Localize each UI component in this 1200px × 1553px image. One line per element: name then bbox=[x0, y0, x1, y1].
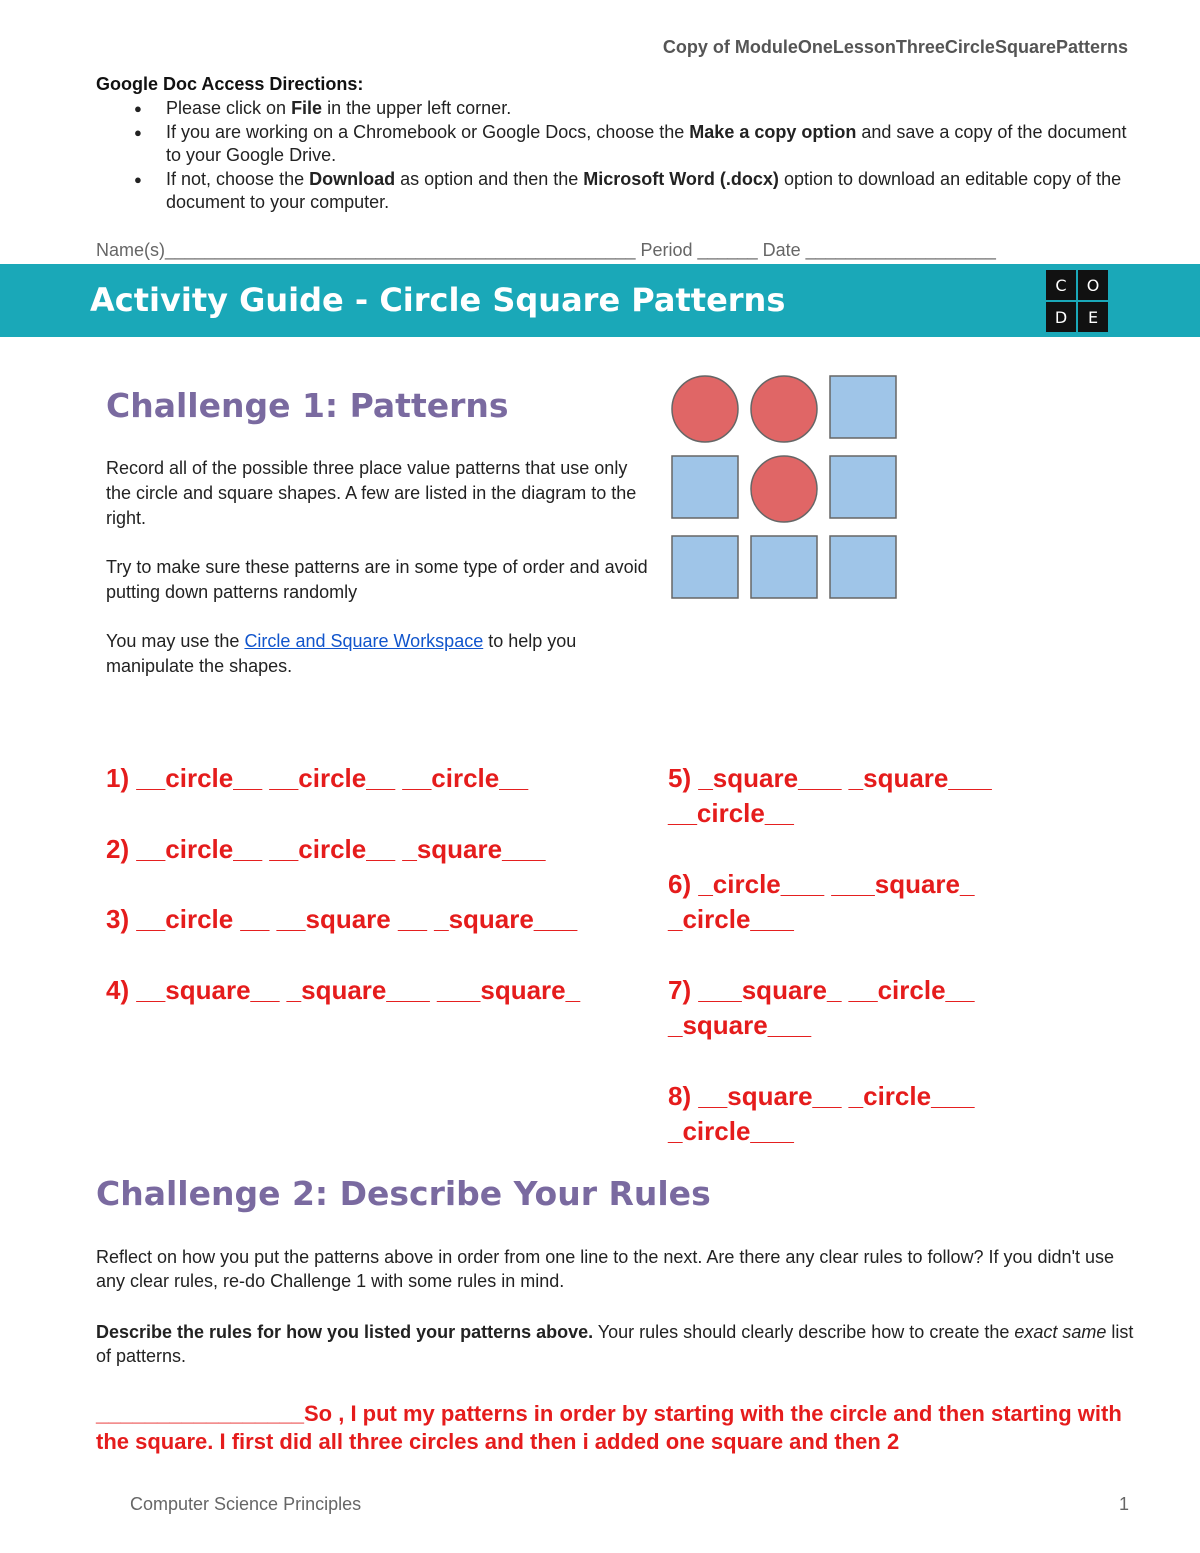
text-run: If you are working on a Chromebook or Google Docs, choose the bbox=[166, 121, 690, 142]
pattern-answer-6: 6) _circle___ ___square_ _circle___ bbox=[668, 869, 975, 934]
pattern-answer-8: 8) __square__ _circle___ _circle___ bbox=[668, 1081, 975, 1146]
text-run: You may use the bbox=[106, 631, 245, 651]
pattern-answer-5: 5) _square___ _square___ __circle__ bbox=[668, 763, 992, 828]
text-run-bold: File bbox=[291, 98, 323, 118]
text-run-bold: Make a copy option bbox=[689, 121, 857, 142]
text-run-bold: Download bbox=[309, 168, 396, 189]
text-run: in the upper left corner. bbox=[322, 98, 512, 118]
text-run: list of patterns. bbox=[96, 1322, 1134, 1366]
logo-letter: O bbox=[1078, 270, 1108, 300]
banner-title: Activity Guide - Circle Square Patterns bbox=[90, 281, 786, 319]
challenge-1-instructions bbox=[106, 456, 651, 703]
access-direction-item bbox=[96, 168, 1136, 215]
text-run-bold: Describe the rules for how you listed your patterns above. bbox=[96, 1322, 594, 1342]
code-org-logo bbox=[1046, 270, 1108, 332]
rules-answer: _________________So , I put my patterns in order by starting with the circle and then starting with the square. I first did all three circles and then i added one square and then 2 bbox=[96, 1401, 1122, 1454]
activity-guide-banner bbox=[0, 264, 1200, 337]
text-run: as option and then the bbox=[395, 168, 584, 189]
text-run: Please click on bbox=[166, 98, 292, 118]
access-directions-list bbox=[96, 97, 1136, 215]
circle-square-diagram bbox=[670, 372, 904, 600]
text-run: option to download an editable copy of the document to your computer. bbox=[166, 168, 1122, 212]
access-direction-item bbox=[96, 97, 1136, 121]
square-shape bbox=[830, 376, 896, 438]
text-run-italic: exact same bbox=[1014, 1322, 1107, 1342]
text-run: Your rules should clearly describe how to create the bbox=[593, 1322, 1015, 1342]
workspace-link[interactable]: Circle and Square Workspace bbox=[244, 631, 484, 651]
challenge-2-paragraph: Reflect on how you put the patterns above in order from one line to the next. Are there any clear rules to follow? If you didn't use any clear rules, re-do Challenge 1 with some rules in mind. bbox=[96, 1247, 1115, 1291]
pattern-answer-7: 7) ___square_ __circle__ _square___ bbox=[668, 975, 975, 1040]
text-run: and save a copy of the document to your Google Drive. bbox=[166, 121, 1127, 165]
logo-letter: D bbox=[1046, 302, 1076, 332]
pattern-answer-2: 2) __circle__ __circle__ _square___ bbox=[106, 834, 546, 864]
challenge-2-instructions bbox=[96, 1320, 1136, 1368]
challenge-2-heading: Challenge 2: Describe Your Rules bbox=[96, 1174, 711, 1213]
access-direction-item bbox=[96, 121, 1136, 168]
square-shape bbox=[672, 536, 738, 598]
square-shape bbox=[830, 456, 896, 518]
pattern-answer-3: 3) __circle __ __square __ _square___ bbox=[106, 904, 578, 934]
square-shape bbox=[672, 456, 738, 518]
challenge-1-paragraph: Record all of the possible three place value patterns that use only the circle and square shapes. A few are listed in the diagram to the right. bbox=[106, 458, 637, 528]
challenge-1-paragraph: Try to make sure these patterns are in some type of order and avoid putting down patterns randomly bbox=[106, 557, 648, 602]
footer-page-number: 1 bbox=[1119, 1494, 1130, 1514]
text-run: If not, choose the bbox=[166, 168, 310, 189]
pattern-answer-4: 4) __square__ _square___ ___square_ bbox=[106, 975, 581, 1005]
pattern-answer-1: 1) __circle__ __circle__ __circle__ bbox=[106, 763, 529, 793]
footer-course-name: Computer Science Principles bbox=[130, 1494, 362, 1514]
circle-shape bbox=[751, 376, 817, 442]
challenge-1-paragraph bbox=[106, 629, 651, 679]
access-directions-heading: Google Doc Access Directions: bbox=[96, 74, 364, 94]
logo-letter: E bbox=[1078, 302, 1108, 332]
challenge-1-heading: Challenge 1: Patterns bbox=[106, 386, 509, 425]
document-title: Copy of ModuleOneLessonThreeCircleSquarePatterns bbox=[662, 37, 1128, 57]
circle-shape bbox=[751, 456, 817, 522]
name-period-date-line: Name(s)_______________________________________________ Period ______ Date ___________________ bbox=[96, 240, 996, 260]
square-shape bbox=[751, 536, 817, 598]
text-run: to help you manipulate the shapes. bbox=[106, 631, 577, 676]
logo-letter: C bbox=[1046, 270, 1076, 300]
circle-shape bbox=[672, 376, 738, 442]
text-run-bold: Microsoft Word (.docx) bbox=[583, 168, 779, 189]
square-shape bbox=[830, 536, 896, 598]
